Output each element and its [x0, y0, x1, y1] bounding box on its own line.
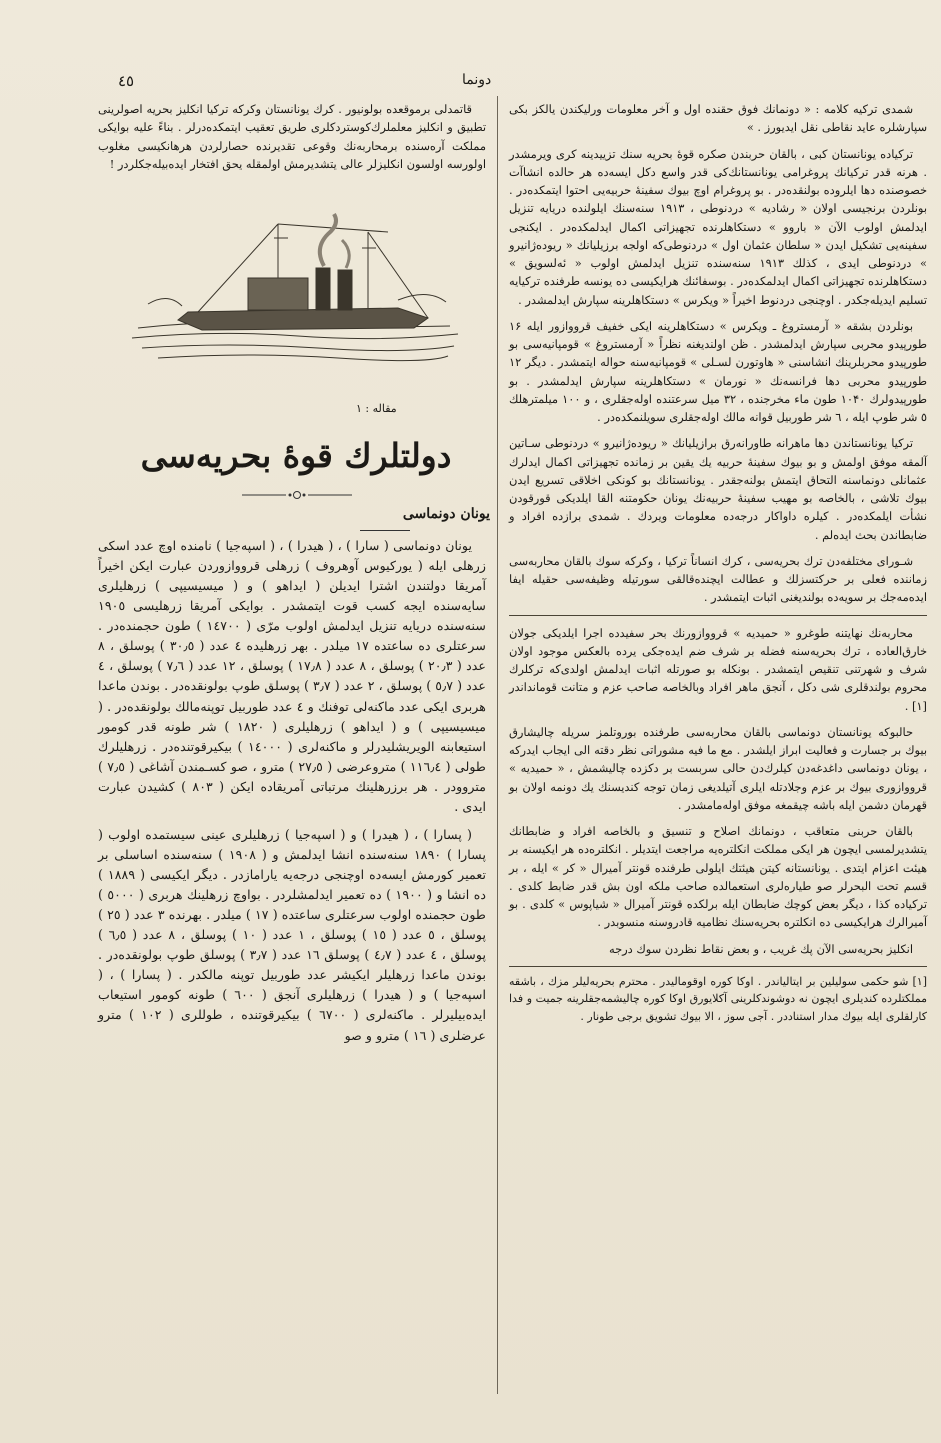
article-subtitle: یونان دونماسی	[402, 506, 490, 522]
paragraph: ترکیا یونانستاندن دها ماهرانه طاورانه‌رق برازیلیانك « ریوده‌ژانیرو » دردنوطی سـاتین آلمقه موفق اولمش و بو بیوك سفینهٔ حربیه یك یقین بر زمانده تجهیزاتی اکمال ایدلرك عثمانلی دونماسنه التحاق ایتمش بولنه‌جقدر . یونانستانك بو کونکی اخلاقی تسریع ایدن بیوك تلاشی ، بالخاصه بو مهیب سفینهٔ حربیه‌نك یونان حکومتنه القا ایلدیکی قورقودن نشأت ایلمکده‌در . کیلره داواکار درجه‌ده معلومات ویردك . شمدی برازده افراد و ضابطاندن بحث ایده‌لم .	[509, 436, 927, 542]
paragraph: ( پسارا ) ، ( هیدرا ) و ( اسپه‌جیا ) زرهلیلری عینی سیستمده اولوب ( پسارا ) ۱۸۹۰ سنه‌سنده انشا ایدلمش و ( ۱۹۰۸ ) سنه‌سنده اساسلی بر تعمیر کورمش ایسه‌ده اوچنجی درجه‌یه یارامازدر . دیگر ایکیسی ( ۱۸۸۹ ) ده انشا و ( ۱۹۰۰ ) ده تعمیر ایدلمشلردر . بواوچ زرهلینك هربری ( ٥۰۰۰ ) طون حجمنده اولوب سرعتلری ساعتده ( ۱۷ ) میلدر . بهرنده ۳ عدد ( ۲٥ ) پوسلق ، ٥ عدد ( ۱٥ ) پوسلق ، ۱ عدد ( ۱۰ ) پوسلق ، ۸ عدد ( ٦٫٥ ) پوسلق ، ٤ عدد ( ٤٫۷ ) پوسلق ۱٦ عدد ( ۳٫۷ ) پوسلق طوپ بولونقده‌در . بوندن ماعدا زرهلیلر ایکیشر عدد طوربیل تو‌پنه مالکدر . ( پسارا ) ، ( اسپه‌جیا ) و ( هیدرا ) زرهلیلری آنجق ( ٦۰۰ ) طونه کومور استیعاب ایده‌بیلیرلر . ماکنه‌لری ( ٦۷۰۰ ) بیکیرقوتنده ، طوللری ( ۱۰۲ ) مترو عرضلری ( ۱٦ ) مترو و صو	[98, 826, 487, 1043]
paragraph: بالقان حربنی متعاقب ، دونمانك اصلاح و تنسیق و بالخاصه افراد و ضابطانك یتشدیرلمسی ایچون هر ایکی مملکت انکلتره‌یه مراجعت ایتدیلر . انکلتره‌ده هر ایکیسنه بر هیئت اعزام ایتدی . یونانستانه کیتن هیئتك ایلولی طرفنده قونتر آمیرال « کر » ایله ، بر قسم تحت البحرلر صو طیاره‌لری استعمالده صاحب ملکه اون بش قدر ضابط کلدی . ترکیاده کذا ، دیگر بعض کوچك ضابطان ایله برلکده قونتر آمیرال « شیاپوس » کلدی . بو آمیرالرك هرایکیسی ده انکلتره بحریه‌سنك نظامیه قادروسنه منسوبدر .	[509, 824, 927, 930]
warship-illustration	[128, 208, 460, 366]
paragraph: انکلیز بحریه‌سی الآن پك غریب ، و بعض نقاط نظردن سوك درجه	[609, 941, 913, 956]
paragraph: شـورای مختلفه‌دن ترك بحریه‌سی ، کرك انساناً ترکیا ، وکرکه سوك بالقان محاربه‌سی زماننده فعلی بر حرکتسزلك و عطالت ایچنده‌قالقی سورتیله وظیفه‌سی حقیله ایفا ایده‌مه‌جك بر سویه‌ده بولندیغنی اثبات ایتمشدر .	[509, 553, 927, 605]
paragraph: بونلردن بشقه « آرمستروغ ـ ویکرس » دستکاهلرینه ایکی خفیف قرووازور ایله ۱۶ طورپیدو محربی سپارش ایدلمشدر . ظن اولندیغنه نظراً « آرمستروغ » قومپانیه‌سی بو طورپیدو محربلرینك انشاسنی « هاوتورن لسـلی » قومپانیه‌سنه حواله ایتمشدر . دیگر ۱۲ طورپیدو محربی دها فرانسه‌نك « نورمان » دستکاهلرینه سپارش ایدلمشدر . بو طورپیدولرك ۱۰۴۰ طون ماء مخرجنده ، ۳۲ میل سرعتنده اوله‌جقلری ، و ۱۰۰ میلمترهلك ٥ شر طوپ ایله ، ٦ شر طوربیل قوانه مالك اوله‌جقلری سویلنمکده‌در .	[509, 318, 928, 424]
subtitle-rule	[360, 530, 410, 531]
paragraph: محاربه‌نك نهایتنه طوغرو « حمیدیه » قرووازورنك بحر سفیدده اجرا ایلدیکی جولان خارق‌العاده ، ترك بحریه‌سنه فضله بر شرف ضم ایده‌جکی یرده بالعکس موجود اولان شرف و شهرتنی تنقیص ایتمشدر . بونکله بو صورتله اثبات ایدلمش اولدی‌که ترکلرك محروم بولندقلری شی دکل ، آنجق ماهر افراد وبالخاصه صاحب عزم و متانت قومانداندر [۱] .	[509, 625, 927, 713]
paragraph: ترکیاده یونانستان کبی ، بالقان حربندن صکره قوهٔ بحریه سنك تزییدینه کری ویرمشدر . هرنه قدر ترکیانك پروغرامی یونانستانك‌کی قدر واسع دکل ایسه‌ده هر حالده انشاآت خصوصنده دها ایلروده بولنقده‌در . بو پروغرام اوچ بیوك سفینهٔ حربیه‌یی احتوا ایتمکده‌در . بونلردن برنجیسی اولان « رشادیه » دردنوطی ، ۱۹۱۳ سنه‌سنك ایلولنده دریایه تنزیل ایدلمش اولوب الآن « باروو » دستکاهلرنده تجهیزاتی اکمال ایدلمکده‌در . ایکنجی سفینه‌یی تشکیل ایدن « سلطان عثمان اول » دردنوطی‌که اولجه برزیلیانك « ریوده‌ژانیرو » دردنوطی ایدی ، کذلك ۱۹۱۳ سنه‌سنده تنزیل ایدلمش اولوب « ئه‌لسویق » دستکاهلرنده تجهیزاتی اکمال ایدلمکده‌در . بوسفائنك هرایکیسی ده یونسه طرفنده ترکیایه تسلیم ایدیله‌جکدر . اوچنجی دردنوط اخیراً « ویکرس » دستکاهلرینه سپارش ایدلمشدر .	[509, 146, 927, 307]
section-rule	[509, 615, 927, 616]
left-column-top	[98, 100, 486, 181]
footnote: [۱] شو حکمی سولیلین بر ایتالیاندر . اوکا کوره اوقومالیدر . محترم بحریه‌لیلر مزك ، باشقه مملکتلرده کندیلری ایچون نه دوشوندکلرینی آکلایورق اوکا کوره چالیشمه‌جقلرینه جمیت و فدا کارلقلری ایله بیوك مدار استناددر . آجی سوز ، الا بیوك تشویق برجی طونار .	[509, 966, 927, 1026]
column-divider	[497, 96, 498, 1394]
paragraph: یونان دونماسی ( سارا ) ، ( هیدرا ) ، ( اسپه‌جیا ) نامنده اوچ عدد اسکی زرهلی ایله ( یورکیوس آوهروف ) زرهلی قرووازوردن عبارت ایکن اخیراً آمریقا دولتندن اشترا ایدیلن ( ایداهو ) و ( میسیسیپی ) زرهلیلری سایه‌سنده ایجه کسب قوت ایتمشدر . بوایکی آمریقا زرهلیسی ۱۹۰٥ سنه‌سنده دریایه تنزیل ایدلمش اولوب مرّی ( ۱٤۷۰۰ ) طون حجمنده‌در . سرعتلری ده ساعتده ۱۷ میلدر . بهر زرهلیده ٤ عدد ( ۳۰٫٥ ) پوسلق ، ۸ عدد ( ۲۰٫۳ ) پوسلق ، ۸ عدد ( ۱۷٫۸ ) پوسلق ، ۱۲ عدد ( ۷٫٦ ) پوسلق ، ٤ عدد ( ٥٫۷ ) پوسلق ، ۲ عدد ( ۳٫۷ ) پوسلق طوپ بولونقده‌در . بوندن ماعدا هربری ایکی عدد ماکنه‌لی توفنك و ٤ عدد طوربیل تو‌پنه‌مالك بولونقده‌در . ( میسیسیپی ) و ( ایداهو ) زرهلیلری ( ۱۸۲۰ ) شر طونه قدر کومور استیعابنه الویریشلیدرلر و ماکنه‌لری ( ۱٤۰۰۰ ) بیکیرقوتنده‌در . زرهلیلرك طولی ( ۱۱٦٫٤ ) متروعرضی ( ۲۷٫٥ ) مترو ، صو کسـمندن آشاغی ( ۷٫٥ ) متروو‌در . هر برزرهلینك مرتباتی آمریقاده ایکن ( ۸۰۳ ) کشیدن عبارت ایدی .	[98, 538, 487, 814]
page-number: ٤٥	[118, 72, 135, 90]
ornament-divider-icon	[238, 488, 356, 502]
running-title: دونما	[462, 72, 492, 88]
paragraph: حالبوکه یونانستان دونماسی بالقان محاربه‌سی طرفنده بوروتلمز سریله چالیشارق بیوك بر جسارت و فعالیت ابراز ایلشدر . مع ما فیه مشوراتی نظر دقته الی ایجاب ایدرکه ، یونان دونماسی داغدغه‌دن کیلرك‌دن حالی سربست بر دکزده چالیشمش ، « حمیدیه » قرووازوری بیوك بر عزم وجلادتله ایلری آتیلدیغی زمان توجه کندیسنك یك دونمه اولان بو قهرمان دشمن ایله باشه چیقمغه موفق اوله‌مامشدر .	[509, 724, 927, 812]
paragraph: شمدی ترکیه کلامه : « دونمانك فوق حقنده اول و آخر معلومات ورلیکندن یالکز بکی سپارشلره عاید نقاطی نقل ایدیورز . »	[509, 102, 927, 135]
article-title: دولتلرك قوهٔ بحریه‌سی	[140, 436, 452, 475]
left-column-body	[98, 536, 486, 1054]
paragraph: قاتمدلی برموقعده بولونیور . کرك یونانستان وکرکه ترکیا انکلیز بحریه اصولرینی تطبیق و انکلیز معلملرك‌کوسترد‌کلری طریق تعقیب ایتمکده‌درلر . بناءً علیه بوایکی مملکت آره‌سنده برمحاربه‌نك وقوعی تقدیرنده حصارلردن هرهانکیسی مغلوب اولورسه اولسون انکلیزلر عالی یتشدیرمش اولمقله یحق افتخار ایده‌بیله‌جکلردر !	[98, 102, 486, 171]
right-column	[509, 100, 927, 1026]
series-label: مقاله : ۱	[356, 402, 397, 415]
